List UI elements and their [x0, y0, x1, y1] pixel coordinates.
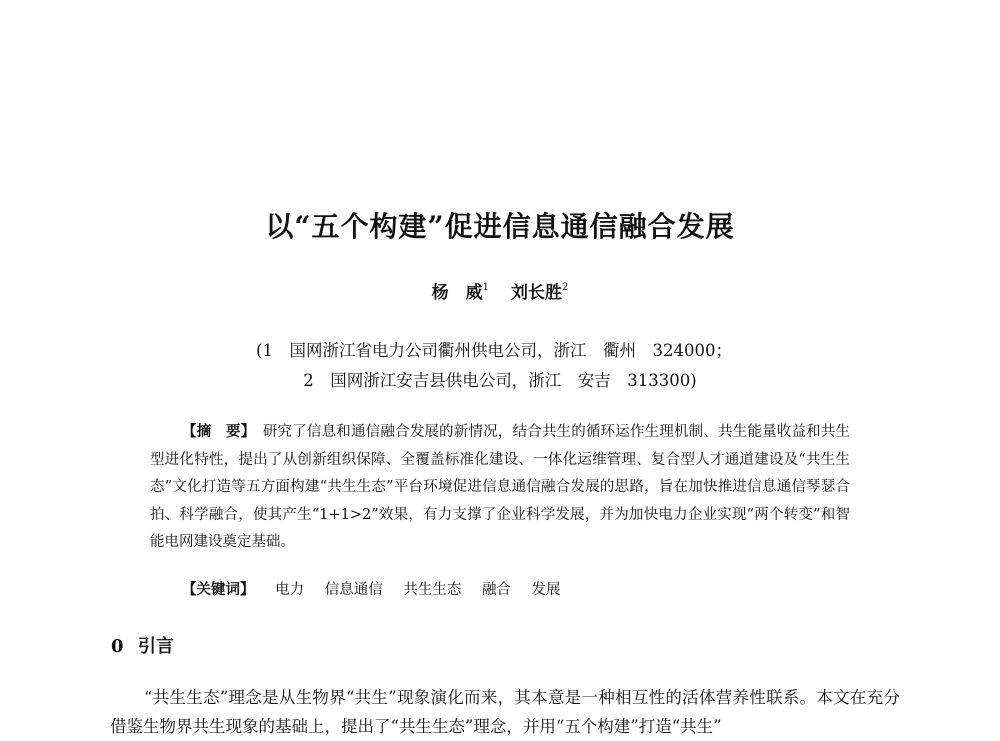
affiliation-line: 2 国网浙江安吉县供电公司，浙江 安吉 313300)	[303, 371, 697, 390]
abstract	[150, 418, 850, 557]
abstract-text: 研究了信息和通信融合发展的新情况，结合共生的循环运作生理机制、共生能量收益和共生型进化特性，提出了从创新组织保障、全覆盖标准化建设、一体化运维管理、复合型人才通道建设及“共生生态”文化打造等五方面构建“共生生态”平台环境促进信息通信融合发展的思路，旨在加快推进信息通信琴瑟合拍、科学融合，使其产生“1+1>2”效果，有力支撑了企业科学发展，并为加快电力企业实现“两个转变”和智能电网建设奠定基础。	[150, 424, 851, 550]
keywords	[182, 578, 561, 599]
author-affiliation-mark: 2	[562, 282, 569, 293]
author-affiliation-mark: 1	[482, 282, 489, 293]
body-paragraph: “共生生态”理念是从生物界“共生”现象演化而来，其本意是一种相互性的活体营养性联系。本文在充分借鉴生物界共生现象的基础上，提出了“共生生态”理念，并用“五个构建”打造“共生”	[110, 688, 900, 736]
keyword: 信息通信	[324, 582, 383, 598]
author-name: 杨 威	[431, 283, 483, 303]
affiliation-line: (1 国网浙江省电力公司衢州供电公司，浙江 衢州 324000；	[256, 341, 732, 360]
section-number: 0	[111, 636, 124, 657]
keyword: 融合	[481, 582, 511, 598]
author-name: 刘长胜	[511, 283, 562, 303]
keywords-label: 【关键词】	[182, 581, 255, 598]
keyword: 电力	[275, 582, 305, 598]
abstract-label: 【摘 要】	[182, 423, 249, 440]
keyword: 共生生态	[403, 582, 462, 598]
author-line	[0, 278, 1000, 303]
paper-title: 以“五个构建”促进信息通信融合发展	[265, 210, 735, 243]
keyword: 发展	[531, 582, 561, 598]
section-heading	[111, 632, 174, 658]
section-title: 引言	[138, 636, 174, 657]
